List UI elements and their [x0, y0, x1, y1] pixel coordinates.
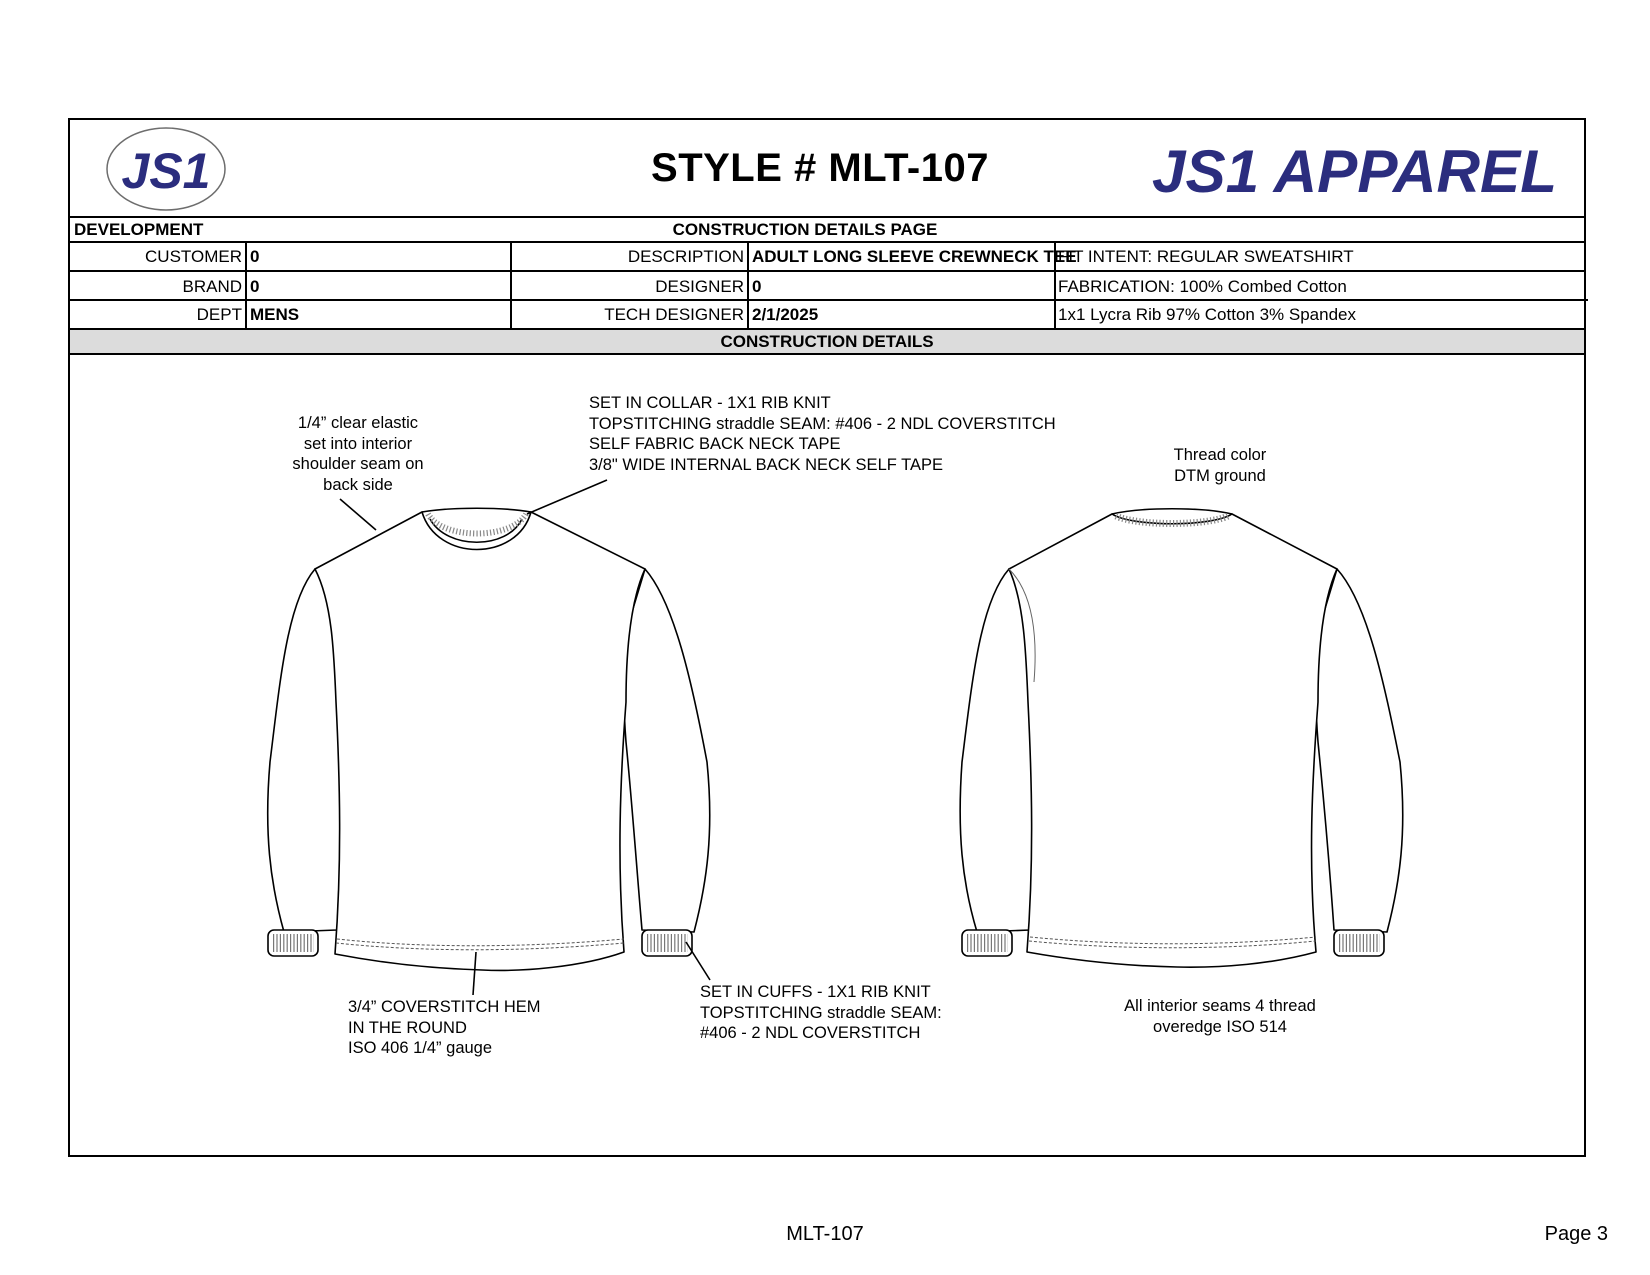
logo-left-text: JS1: [121, 143, 211, 199]
dept-label: DEPT: [196, 304, 242, 324]
tech-designer-value: 2/1/2025: [752, 304, 819, 324]
style-title: STYLE # MLT-107: [651, 146, 989, 190]
customer-label: CUSTOMER: [145, 246, 242, 266]
spec-sheet: [68, 118, 1586, 1157]
tech-designer-label: TECH DESIGNER: [604, 304, 744, 324]
description-value: ADULT LONG SLEEVE CREWNECK TEE: [752, 246, 1077, 266]
brand-logo-text: JS1 APPAREL: [1152, 138, 1557, 202]
development-label: DEVELOPMENT: [74, 219, 204, 239]
description-label: DESCRIPTION: [627, 246, 744, 266]
back-view-sketch: [960, 509, 1403, 967]
designer-value: 0: [752, 276, 762, 296]
customer-value: 0: [250, 246, 260, 266]
construction-page-label: CONSTRUCTION DETAILS PAGE: [672, 219, 938, 239]
rib-fabric: 1x1 Lycra Rib 97% Cotton 3% Spandex: [1058, 304, 1356, 324]
callout-thread: Thread color DTM ground: [1173, 446, 1267, 485]
fabrication: FABRICATION: 100% Combed Cotton: [1058, 276, 1347, 296]
dept-value: MENS: [250, 304, 300, 324]
construction-details-label: CONSTRUCTION DETAILS: [720, 331, 934, 351]
callout-collar: SET IN COLLAR - 1X1 RIB KNIT TOPSTITCHING straddle SEAM: #406 - 2 NDL COVERSTITCH SELF FABRIC BACK NECK TAPE 3/8" WIDE INTERNAL BACK NECK SELF TAPE: [589, 394, 1056, 474]
fit-intent: FIT INTENT: REGULAR SWEATSHIRT: [1058, 246, 1354, 266]
footer-page-number: Page 3: [1544, 1223, 1608, 1245]
footer-doc-id: MLT-107: [786, 1223, 864, 1245]
callout-seams: All interior seams 4 thread overedge ISO 514: [1124, 997, 1316, 1036]
front-view-sketch: [268, 508, 710, 970]
callout-cuffs: SET IN CUFFS - 1X1 RIB KNIT TOPSTITCHING straddle SEAM: #406 - 2 NDL COVERSTITCH: [700, 983, 942, 1042]
callout-hem: 3/4” COVERSTITCH HEM IN THE ROUND ISO 406 1/4” gauge: [348, 998, 541, 1057]
designer-label: DESIGNER: [655, 276, 744, 296]
brand-value: 0: [250, 276, 260, 296]
callout-elastic: 1/4” clear elastic set into interior shoulder seam on back side: [292, 414, 424, 494]
brand-label: BRAND: [182, 276, 242, 296]
